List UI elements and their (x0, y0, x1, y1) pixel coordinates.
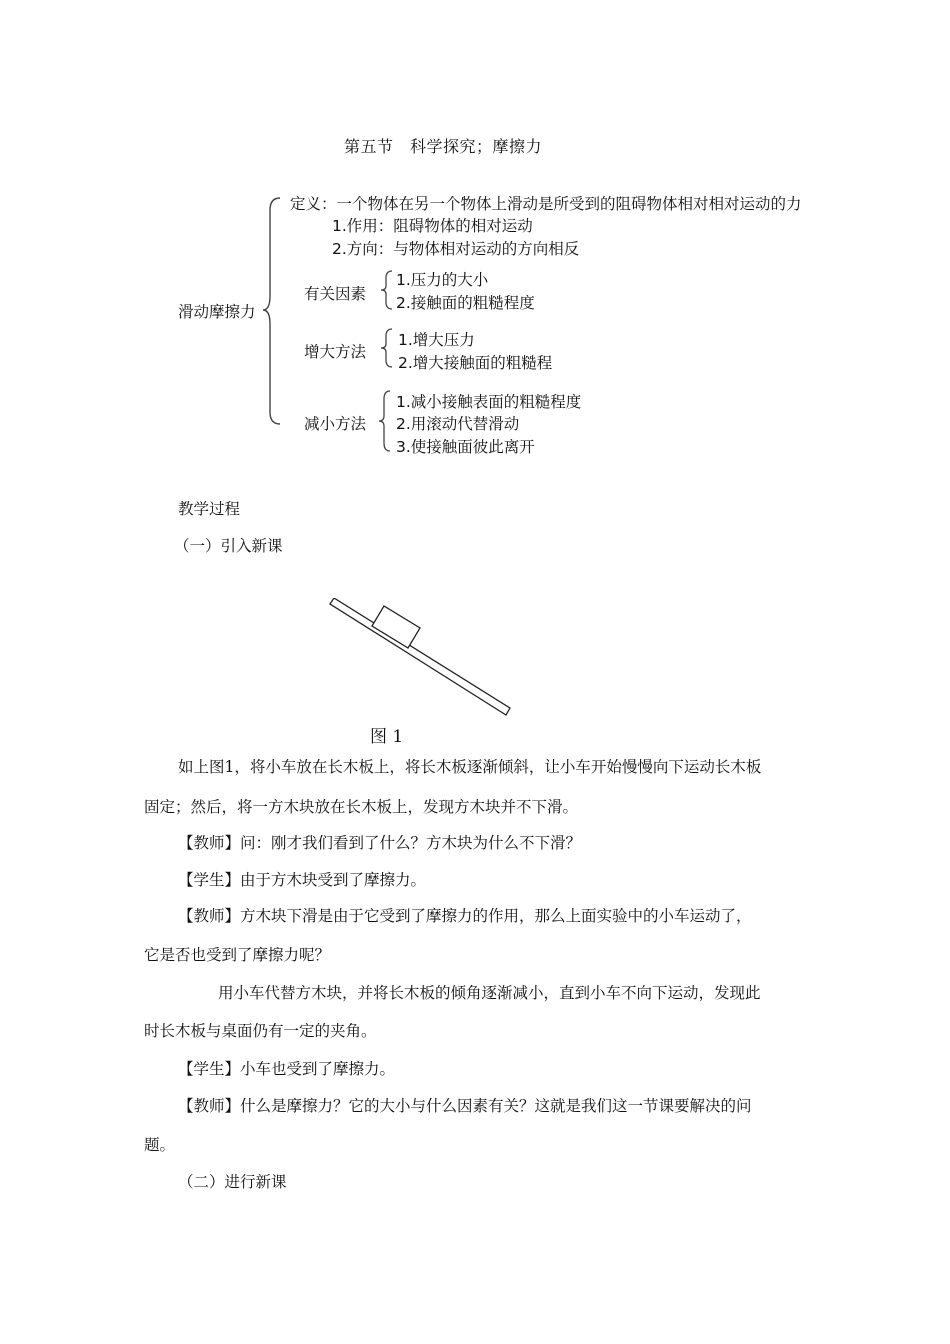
inclined-board (330, 598, 510, 715)
factor-item-2: 2.接触面的粗糙程度 (396, 294, 535, 312)
factors-brace (380, 270, 394, 310)
paragraph-7-line-1: 【教师】什么是摩擦力？它的大小与什么因素有关？这就是我们这一节课要解决的问 (178, 1097, 752, 1115)
paragraph-1-line-1: 如上图1，将小车放在长木板上，将长木板逐渐倾斜，让小车开始慢慢向下运动长木板 (178, 758, 762, 776)
decrease-label: 减小方法 (304, 415, 367, 433)
paragraph-6: 【学生】小车也受到了摩擦力。 (178, 1060, 396, 1078)
increase-brace (380, 328, 394, 368)
decrease-item-1: 1.减小接触表面的粗糙程度 (396, 393, 582, 411)
factors-label: 有关因素 (304, 285, 367, 303)
increase-item-1: 1.增大压力 (398, 331, 475, 349)
paragraph-4-line-1: 【教师】方木块下滑是由于它受到了摩擦力的作用，那么上面实验中的小车运动了， (178, 907, 752, 925)
figure-caption: 图 1 (370, 727, 404, 747)
factor-item-1: 1.压力的大小 (396, 271, 489, 289)
definition-text: 定义：一个物体在另一个物体上滑动是所受到的阻碍物体相对相对运动的力 (290, 195, 802, 213)
paragraph-3: 【学生】由于方木块受到了摩擦力。 (178, 871, 427, 889)
mindmap-root: 滑动摩擦力 (178, 303, 256, 321)
subsection-heading-2: （二）进行新课 (178, 1173, 287, 1191)
page-title: 第五节 科学探究；摩擦力 (344, 137, 543, 156)
decrease-item-2: 2.用滚动代替滑动 (396, 415, 520, 433)
increase-item-2: 2.增大接触面的粗糙程 (398, 354, 553, 372)
paragraph-7-line-2: 题。 (144, 1136, 176, 1154)
paragraph-2: 【教师】问：刚才我们看到了什么？方木块为什么不下滑？ (178, 834, 582, 852)
effect-text: 1.作用：阻碍物体的相对运动 (332, 217, 533, 235)
increase-label: 增大方法 (304, 343, 367, 361)
section-heading: 教学过程 (178, 500, 241, 518)
paragraph-1-line-2: 固定；然后，将一方木块放在长木板上，发现方木块并不下滑。 (144, 798, 579, 816)
paragraph-4-line-2: 它是否也受到了摩擦力呢？ (144, 946, 331, 964)
paragraph-5-line-2: 时长木板与桌面仍有一定的夹角。 (144, 1022, 377, 1040)
subsection-heading-1: （一）引入新课 (174, 537, 283, 555)
decrease-brace (378, 390, 392, 452)
paragraph-5-line-1: 用小车代替方木块，并将长木板的倾角逐渐减小，直到小车不向下运动，发现此 (218, 984, 761, 1002)
incline-figure (322, 598, 512, 722)
direction-text: 2.方向：与物体相对运动的方向相反 (332, 240, 580, 258)
main-brace (262, 196, 282, 426)
decrease-item-3: 3.使接触面彼此离开 (396, 438, 535, 456)
